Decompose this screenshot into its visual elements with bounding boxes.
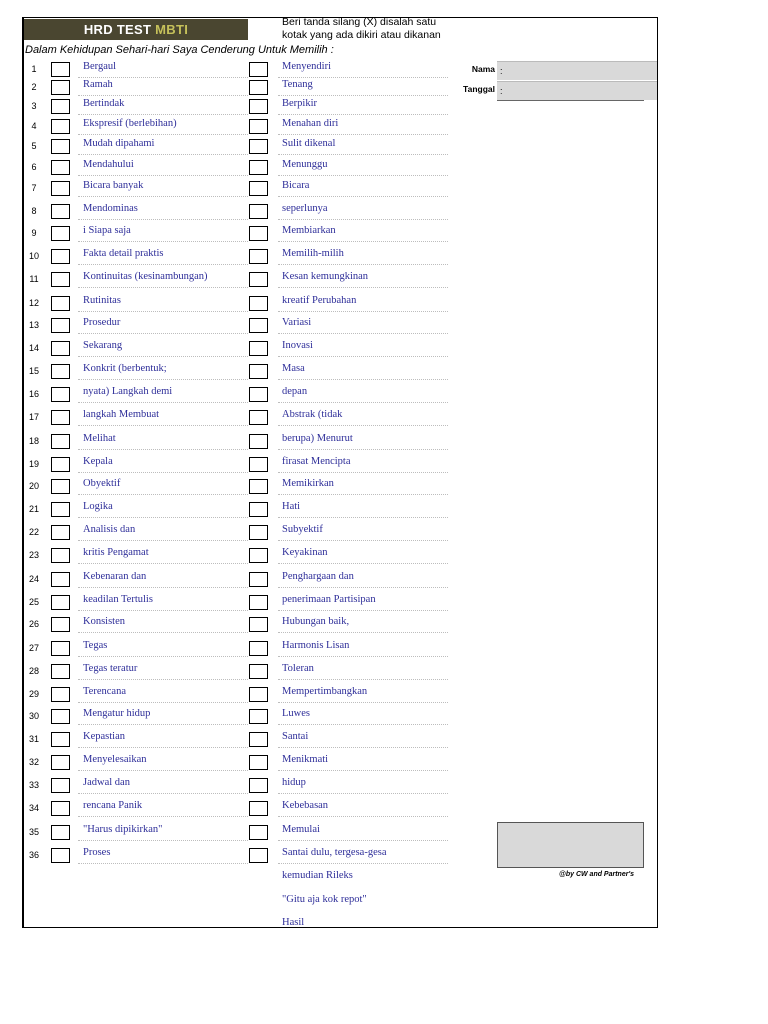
checkbox-right[interactable] [249,848,268,863]
checkbox-left[interactable] [51,364,70,379]
option-right: Berpikir [282,98,317,109]
checkbox-right[interactable] [249,641,268,656]
dotted-rule-right [278,77,448,78]
checkbox-left[interactable] [51,641,70,656]
option-right: Inovasi [282,340,313,351]
row-number: 22 [28,527,39,537]
row-number: 16 [28,389,39,399]
checkbox-right[interactable] [249,296,268,311]
row-number: 35 [28,827,39,837]
option-left: Ekspresif (berlebihan) [83,118,177,129]
row-number: 26 [28,619,39,629]
dotted-rule-right [278,563,448,564]
dotted-rule-left [78,632,248,633]
option-right: Variasi [282,317,312,328]
dotted-rule-left [78,219,248,220]
option-left: Konkrit (berbentuk; [83,363,167,374]
dotted-rule-right [278,540,448,541]
checkbox-right[interactable] [249,226,268,241]
checkbox-right[interactable] [249,502,268,517]
option-right: Luwes [282,708,310,719]
option-left: Obyektif [83,478,121,489]
dotted-rule-left [78,724,248,725]
option-right: Memulai [282,824,320,835]
test-title [24,19,248,40]
option-left: Kepala [83,456,113,467]
option-left: Tegas teratur [83,663,138,674]
row-number: 6 [31,162,37,172]
checkbox-left[interactable] [51,572,70,587]
dotted-rule-right [278,517,448,518]
checkbox-left[interactable] [51,318,70,333]
checkbox-right[interactable] [249,249,268,264]
checkbox-right[interactable] [249,595,268,610]
dotted-rule-right [278,494,448,495]
checkbox-right[interactable] [249,525,268,540]
option-left: Menyelesaikan [83,754,147,765]
checkbox-right[interactable] [249,778,268,793]
option-left: Sekarang [83,340,123,351]
option-right: Hubungan baik, [282,616,350,627]
option-right: Kesan kemungkinan [282,271,369,282]
option-left: Melihat [83,433,116,444]
dotted-rule-left [78,863,248,864]
dotted-rule-right [278,770,448,771]
option-left: Mengatur hidup [83,708,151,719]
checkbox-left[interactable] [51,548,70,563]
dotted-rule-right [278,816,448,817]
dotted-rule-right [278,747,448,748]
row-number: 27 [28,643,39,653]
row-number: 29 [28,689,39,699]
option-right: Menyendiri [282,61,331,72]
checkbox-right[interactable] [249,387,268,402]
option-right: Bicara [282,180,310,191]
dotted-rule-right [278,632,448,633]
dotted-rule-right [278,656,448,657]
option-left: Ramah [83,79,113,90]
instruction-line-2: kotak yang ada dikiri atau dikanan [282,29,441,41]
option-left: Rutinitas [83,295,121,306]
checkbox-left[interactable] [51,778,70,793]
row-number: 13 [28,320,39,330]
dotted-rule-left [78,77,248,78]
dotted-rule-right [278,793,448,794]
checkbox-left[interactable] [51,687,70,702]
checkbox-right[interactable] [249,139,268,154]
row-number: 21 [28,504,39,514]
option-left: Kepastian [83,731,125,742]
row-number: 14 [28,343,39,353]
row-number: 7 [31,183,37,193]
row-number: 32 [28,757,39,767]
option-left: nyata) Langkah demi [83,386,173,397]
checkbox-left[interactable] [51,226,70,241]
option-right: Abstrak (tidak [282,409,343,420]
checkbox-left[interactable] [51,119,70,134]
checkbox-right[interactable] [249,204,268,219]
option-left: Analisis dan [83,524,136,535]
row-number: 5 [31,141,37,151]
dotted-rule-left [78,95,248,96]
row-number: 10 [28,251,39,261]
option-right: berupa) Menurut [282,433,353,444]
dotted-rule-right [278,287,448,288]
checkbox-right[interactable] [249,825,268,840]
dotted-rule-right [278,724,448,725]
checkbox-left[interactable] [51,99,70,114]
dotted-rule-left [78,840,248,841]
checkbox-left[interactable] [51,160,70,175]
checkbox-left[interactable] [51,80,70,95]
option-right: Keyakinan [282,547,328,558]
checkbox-right[interactable] [249,160,268,175]
dotted-rule-right [278,241,448,242]
option-left: Bergaul [83,61,117,72]
checkbox-right[interactable] [249,801,268,816]
row-number: 33 [28,780,39,790]
dotted-rule-left [78,587,248,588]
checkbox-left[interactable] [51,62,70,77]
row-number: 30 [28,711,39,721]
checkbox-left[interactable] [51,249,70,264]
dotted-rule-left [78,517,248,518]
option-left: langkah Membuat [83,409,160,420]
option-right: Penghargaan dan [282,571,354,582]
option-left: Kebenaran dan [83,571,147,582]
checkbox-right[interactable] [249,181,268,196]
dotted-rule-left [78,679,248,680]
option-right: Kebebasan [282,800,329,811]
option-right: Membiarkan [282,225,336,236]
checkbox-right[interactable] [249,457,268,472]
row-number: 3 [31,101,37,111]
row-number: 23 [28,550,39,560]
dotted-rule-right [278,472,448,473]
dotted-rule-right [278,679,448,680]
option-left: Bicara banyak [83,180,144,191]
dotted-rule-left [78,175,248,176]
dotted-rule-left [78,610,248,611]
option-left: Terencana [83,686,126,697]
row-number: 9 [31,228,37,238]
option-left: Mendahului [83,159,134,170]
checkbox-left[interactable] [51,410,70,425]
option-right: Subyektif [282,524,323,535]
checkbox-right[interactable] [249,410,268,425]
checkbox-right[interactable] [249,664,268,679]
checkbox-left[interactable] [51,479,70,494]
checkbox-left[interactable] [51,525,70,540]
checkbox-right[interactable] [249,99,268,114]
checkbox-left[interactable] [51,732,70,747]
result-box [497,822,644,868]
checkbox-right[interactable] [249,119,268,134]
checkbox-right[interactable] [249,434,268,449]
option-right: penerimaan Partisipan [282,594,376,605]
dotted-rule-right [278,154,448,155]
option-left: kritis Pengamat [83,547,149,558]
checkbox-right[interactable] [249,687,268,702]
dotted-rule-left [78,472,248,473]
dotted-rule-left [78,402,248,403]
prompt-line: Dalam Kehidupan Sehari-hari Saya Cenderung Untuk Memilih : [25,44,334,56]
dotted-rule-left [78,816,248,817]
dotted-rule-right [278,264,448,265]
dotted-rule-right [278,402,448,403]
option-left: rencana Panik [83,800,143,811]
option-right: Tenang [282,79,313,90]
checkbox-right[interactable] [249,548,268,563]
checkbox-right[interactable] [249,732,268,747]
dotted-rule-right [278,863,448,864]
credit-text: @by CW and Partner's [559,871,635,878]
dotted-rule-left [78,770,248,771]
option-left: keadilan Tertulis [83,594,153,605]
dotted-rule-right [278,134,448,135]
checkbox-left[interactable] [51,664,70,679]
field-underline [497,100,644,101]
option-right: Masa [282,363,305,374]
checkbox-left[interactable] [51,387,70,402]
dotted-rule-right [278,610,448,611]
checkbox-left[interactable] [51,848,70,863]
row-number: 15 [28,366,39,376]
row-number: 20 [28,481,39,491]
option-right: kreatif Perubahan [282,295,357,306]
option-left: Prosedur [83,317,121,328]
checkbox-right[interactable] [249,709,268,724]
dotted-rule-left [78,449,248,450]
option-right-continued: "Gitu aja kok repot" [282,894,367,905]
dotted-rule-left [78,114,248,115]
row-number: 8 [31,206,37,216]
row-number: 12 [28,298,39,308]
dotted-rule-right [278,95,448,96]
option-right: hidup [282,777,306,788]
option-right: Hati [282,501,301,512]
checkbox-right[interactable] [249,755,268,770]
checkbox-left[interactable] [51,434,70,449]
dotted-rule-left [78,379,248,380]
dotted-rule-left [78,563,248,564]
row-number: 18 [28,436,39,446]
row-number: 19 [28,459,39,469]
checkbox-left[interactable] [51,502,70,517]
dotted-rule-right [278,196,448,197]
dotted-rule-left [78,264,248,265]
dotted-rule-right [278,702,448,703]
option-right-continued: kemudian Rileks [282,870,353,881]
option-left: Tegas [83,640,108,651]
option-right-continued: Hasil [282,917,305,928]
dotted-rule-left [78,311,248,312]
checkbox-right[interactable] [249,272,268,287]
checkbox-right[interactable] [249,318,268,333]
row-number: 25 [28,597,39,607]
checkbox-left[interactable] [51,617,70,632]
dotted-rule-right [278,356,448,357]
dotted-rule-left [78,241,248,242]
row-number: 4 [31,121,37,131]
checkbox-left[interactable] [51,709,70,724]
row-number: 17 [28,412,39,422]
option-left: Kontinuitas (kesinambungan) [83,271,208,282]
dotted-rule-right [278,175,448,176]
option-left: "Harus dipikirkan" [83,824,163,835]
option-right: Santai [282,731,309,742]
dotted-rule-right [278,840,448,841]
dotted-rule-left [78,134,248,135]
option-right: Harmonis Lisan [282,640,350,651]
option-right: Menahan diri [282,118,339,129]
option-right: seperlunya [282,203,328,214]
row-number: 31 [28,734,39,744]
dotted-rule-left [78,287,248,288]
checkbox-left[interactable] [51,139,70,154]
checkbox-right[interactable] [249,479,268,494]
option-left: Proses [83,847,111,858]
instruction-line-1: Beri tanda silang (X) disalah satu [282,16,437,28]
row-number: 24 [28,574,39,584]
checkbox-left[interactable] [51,204,70,219]
option-left: Konsisten [83,616,125,627]
row-number: 28 [28,666,39,676]
option-right: Menunggu [282,159,328,170]
dotted-rule-left [78,747,248,748]
dotted-rule-right [278,379,448,380]
option-right: Menikmati [282,754,329,765]
instruction-text [282,16,482,42]
option-right: Memilih-milih [282,248,344,259]
dotted-rule-left [78,656,248,657]
checkbox-left[interactable] [51,755,70,770]
title-main: HRD TEST [83,22,156,37]
option-right: Memikirkan [282,478,334,489]
dotted-rule-left [78,494,248,495]
row-number: 1 [31,64,37,74]
dotted-rule-right [278,114,448,115]
row-number: 34 [28,803,39,813]
nama-label: Nama [471,64,495,74]
dotted-rule-right [278,333,448,334]
option-right: Sulit dikenal [282,138,336,149]
checkbox-right[interactable] [249,80,268,95]
dotted-rule-right [278,587,448,588]
tanggal-label: Tanggal [463,84,495,94]
option-right: depan [282,386,308,397]
checkbox-left[interactable] [51,825,70,840]
row-number: 36 [28,850,39,860]
dotted-rule-right [278,425,448,426]
checkbox-right[interactable] [249,341,268,356]
title-accent: MBTI [155,22,189,37]
dotted-rule-left [78,540,248,541]
checkbox-right[interactable] [249,572,268,587]
option-left: Logika [83,501,113,512]
option-left: i Siapa saja [83,225,131,236]
dotted-rule-right [278,311,448,312]
tanggal-field[interactable]: : [497,81,657,100]
nama-field[interactable]: : [497,61,657,80]
dotted-rule-left [78,425,248,426]
checkbox-left[interactable] [51,457,70,472]
checkbox-left[interactable] [51,595,70,610]
option-right: Santai dulu, tergesa-gesa [282,847,387,858]
checkbox-left[interactable] [51,296,70,311]
checkbox-right[interactable] [249,617,268,632]
option-left: Jadwal dan [83,777,130,788]
option-right: Mempertimbangkan [282,686,368,697]
option-right: Toleran [282,663,314,674]
option-left: Bertindak [83,98,125,109]
dotted-rule-left [78,793,248,794]
dotted-rule-left [78,154,248,155]
option-left: Mendominas [83,203,138,214]
dotted-rule-right [278,219,448,220]
checkbox-left[interactable] [51,272,70,287]
dotted-rule-left [78,333,248,334]
dotted-rule-left [78,196,248,197]
dotted-rule-left [78,356,248,357]
row-number: 11 [29,274,39,284]
checkbox-left[interactable] [51,801,70,816]
checkbox-left[interactable] [51,341,70,356]
checkbox-right[interactable] [249,62,268,77]
option-left: Fakta detail praktis [83,248,164,259]
dotted-rule-left [78,702,248,703]
option-right: firasat Mencipta [282,456,351,467]
dotted-rule-right [278,449,448,450]
row-number: 2 [31,82,37,92]
checkbox-left[interactable] [51,181,70,196]
option-left: Mudah dipahami [83,138,155,149]
checkbox-right[interactable] [249,364,268,379]
